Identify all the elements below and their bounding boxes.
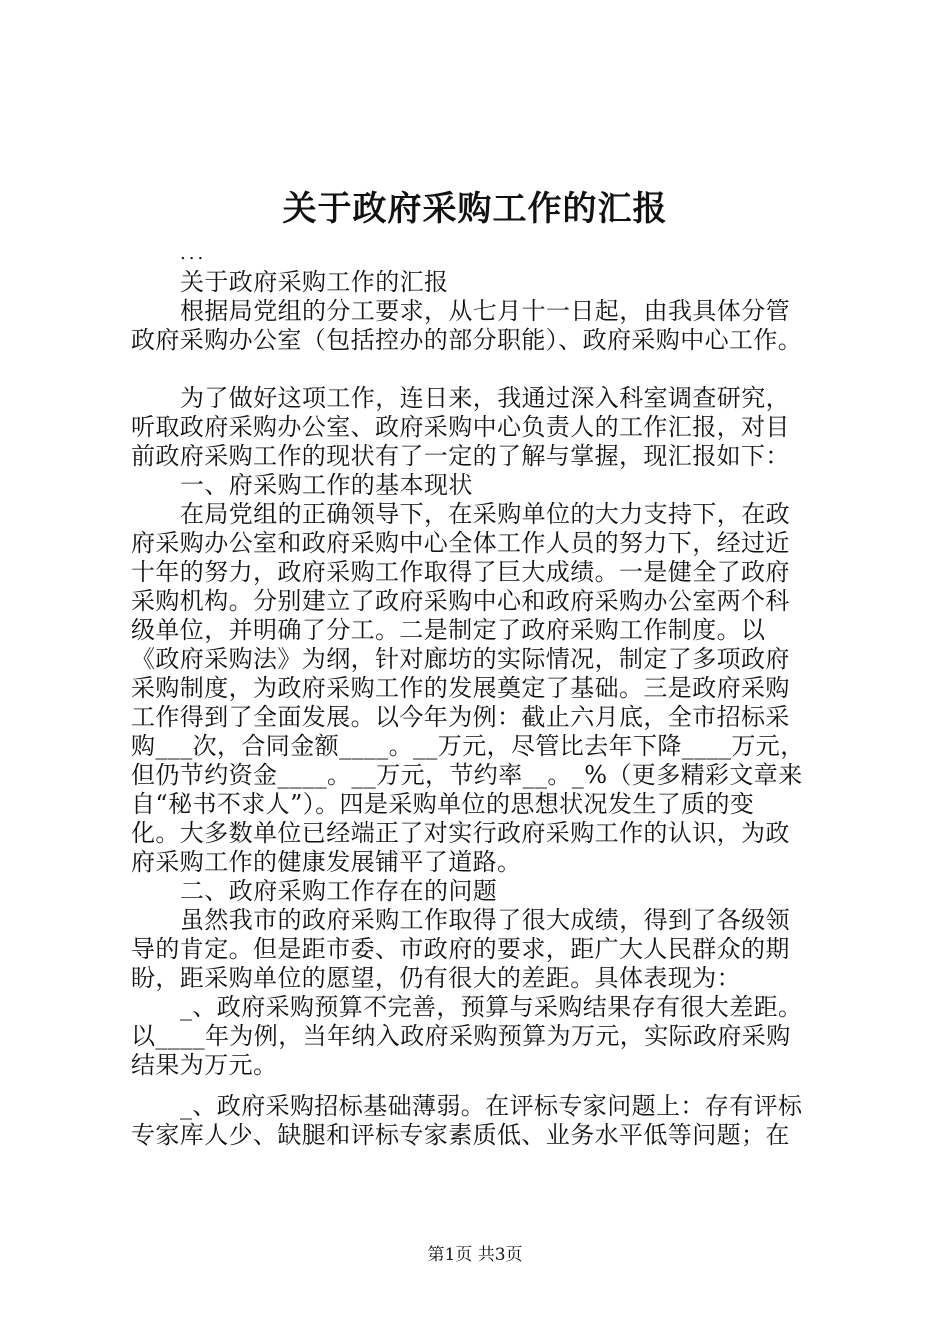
paragraph-line: 工作得到了全面发展。以今年为例：截止六月底，全市招标采: [131, 703, 790, 731]
paragraph-line: 自“秘书不求人”）。四是采购单位的思想状况发生了质的变: [131, 790, 755, 818]
section-heading: 一、府采购工作的基本现状: [180, 471, 473, 499]
blank-line: [131, 355, 831, 384]
paragraph-line: 根据局党组的分工要求，从七月十一日起，由我具体分管: [180, 297, 790, 325]
paragraph-line: 在局党组的正确领导下，在采购单位的大力支持下，在政: [180, 500, 790, 528]
paragraph-line: 盼，距采购单位的愿望，仍有很大的差距。具体表现为：: [131, 964, 741, 992]
paragraph-line: 采购机构。分别建立了政府采购中心和政府采购办公室两个科: [131, 587, 790, 615]
document-body: [131, 239, 831, 1150]
page-footer: 第1页 共3页: [427, 1245, 523, 1265]
ellipsis-text: ...: [180, 243, 207, 264]
paragraph-line: 府采购工作的健康发展铺平了道路。: [131, 848, 522, 876]
paragraph-gap: [131, 1080, 831, 1092]
paragraph-line: 为了做好这项工作，连日来，我通过深入科室调查研究，: [180, 384, 790, 412]
paragraph-line: 化。大多数单位已经端正了对实行政府采购工作的认识，为政: [131, 819, 790, 847]
section-heading: 二、政府采购工作存在的问题: [180, 877, 498, 905]
paragraph-line: 结果为万元。: [131, 1051, 278, 1079]
paragraph-line: 听取政府采购办公室、政府采购中心负责人的工作汇报，对目: [131, 413, 790, 441]
paragraph-line: _、政府采购招标基础薄弱。在评标专家问题上：存有评标: [180, 1092, 803, 1120]
paragraph-line: 《政府采购法》为纲，针对廊坊的实际情况，制定了多项政府: [131, 645, 790, 673]
subtitle-line: 关于政府采购工作的汇报: [180, 268, 449, 296]
paragraph-line: 导的肯定。但是距市委、市政府的要求，距广大人民群众的期: [131, 935, 790, 963]
paragraph-line: 购___次，合同金额____。__万元，尽管比去年下降____万元，: [131, 732, 805, 760]
paragraph-line: 但仍节约资金____。__万元，节约率__。_%（更多精彩文章来: [131, 761, 803, 789]
paragraph-line: 级单位，并明确了分工。二是制定了政府采购工作制度。以: [131, 616, 766, 644]
paragraph-line: 十年的努力，政府采购工作取得了巨大成绩。一是健全了政府: [131, 558, 790, 586]
paragraph-line: 府采购办公室和政府采购中心全体工作人员的努力下，经过近: [131, 529, 790, 557]
document-title: 关于政府采购工作的汇报: [282, 189, 668, 229]
paragraph-line: 专家库人少、缺腿和评标专家素质低、业务水平低等问题；在: [131, 1121, 790, 1149]
paragraph-line: 虽然我市的政府采购工作取得了很大成绩，得到了各级领: [180, 906, 790, 934]
paragraph-line: _、政府采购预算不完善，预算与采购结果存有很大差距。: [180, 993, 803, 1021]
paragraph-line: 前政府采购工作的现状有了一定的了解与掌握，现汇报如下：: [131, 442, 790, 470]
paragraph-line: 采购制度，为政府采购工作的发展奠定了基础。三是政府采购: [131, 674, 790, 702]
paragraph-line: 政府采购办公室（包括控办的部分职能）、政府采购中心工作。: [131, 326, 803, 354]
paragraph-line: 以____年为例，当年纳入政府采购预算为万元，实际政府采购: [131, 1022, 791, 1050]
